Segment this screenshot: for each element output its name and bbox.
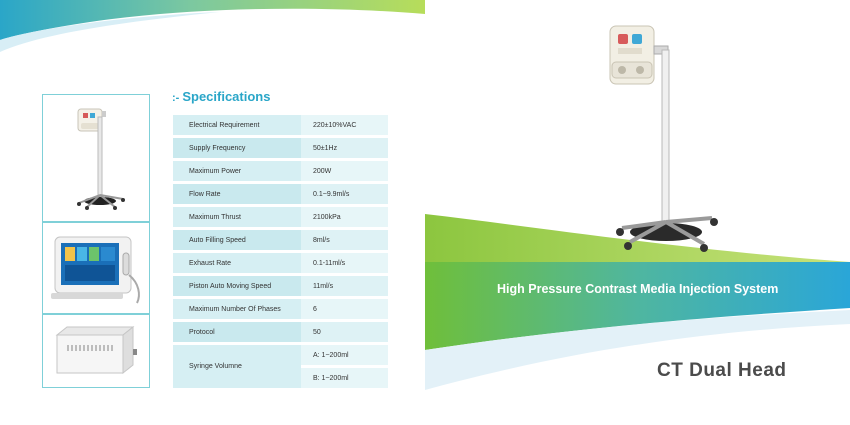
table-row (173, 184, 388, 204)
spec-value: B: 1~200ml (301, 368, 388, 388)
table-row (173, 161, 388, 181)
spec-value: 220±10%VAC (301, 115, 388, 135)
spec-label: Electrical Requirement (173, 115, 301, 135)
spec-label: Flow Rate (173, 184, 301, 204)
table-row (173, 345, 388, 365)
spec-label: Syringe Volumne (173, 345, 301, 388)
product-title: CT Dual Head (657, 360, 787, 381)
table-row (173, 322, 388, 342)
top-swoosh-decoration (0, 0, 425, 60)
spec-value: A: 1~200ml (301, 345, 388, 365)
spec-label: Protocol (173, 322, 301, 342)
spec-value: 0.1-11ml/s (301, 253, 388, 273)
spec-label: Piston Auto Moving Speed (173, 276, 301, 296)
table-row (173, 253, 388, 273)
spec-value: 50±1Hz (301, 138, 388, 158)
table-row (173, 138, 388, 158)
table-row (173, 276, 388, 296)
control-console-image (43, 223, 149, 313)
spec-value: 50 (301, 322, 388, 342)
table-row (173, 115, 388, 135)
spec-value: 6 (301, 299, 388, 319)
spec-value: 8ml/s (301, 230, 388, 250)
stand-injector-image (43, 95, 149, 221)
spec-value: 200W (301, 161, 388, 181)
spec-value: 2100kPa (301, 207, 388, 227)
thumbnail-control-console (42, 222, 150, 314)
table-row (173, 230, 388, 250)
spec-label: Maximum Number Of Phases (173, 299, 301, 319)
thumbnail-stand-device (42, 94, 150, 222)
spec-value: 11ml/s (301, 276, 388, 296)
spec-label: Auto Filling Speed (173, 230, 301, 250)
specifications-heading (172, 89, 270, 104)
table-row (173, 207, 388, 227)
thumbnail-power-unit (42, 314, 150, 388)
spec-label: Maximum Power (173, 161, 301, 181)
right-page (425, 0, 850, 425)
specifications-table (173, 112, 388, 391)
spec-label: Exhaust Rate (173, 253, 301, 273)
ct-dual-head-injector-image (600, 10, 800, 270)
spec-label: Supply Frequency (173, 138, 301, 158)
power-unit-image (43, 315, 149, 387)
specifications-title: Specifications (182, 89, 271, 104)
banner-title: High Pressure Contrast Media Injection System (497, 282, 779, 296)
spec-value: 0.1~9.9ml/s (301, 184, 388, 204)
table-row (173, 299, 388, 319)
heading-bullet: :- (172, 92, 180, 104)
spec-label: Maximum Thrust (173, 207, 301, 227)
